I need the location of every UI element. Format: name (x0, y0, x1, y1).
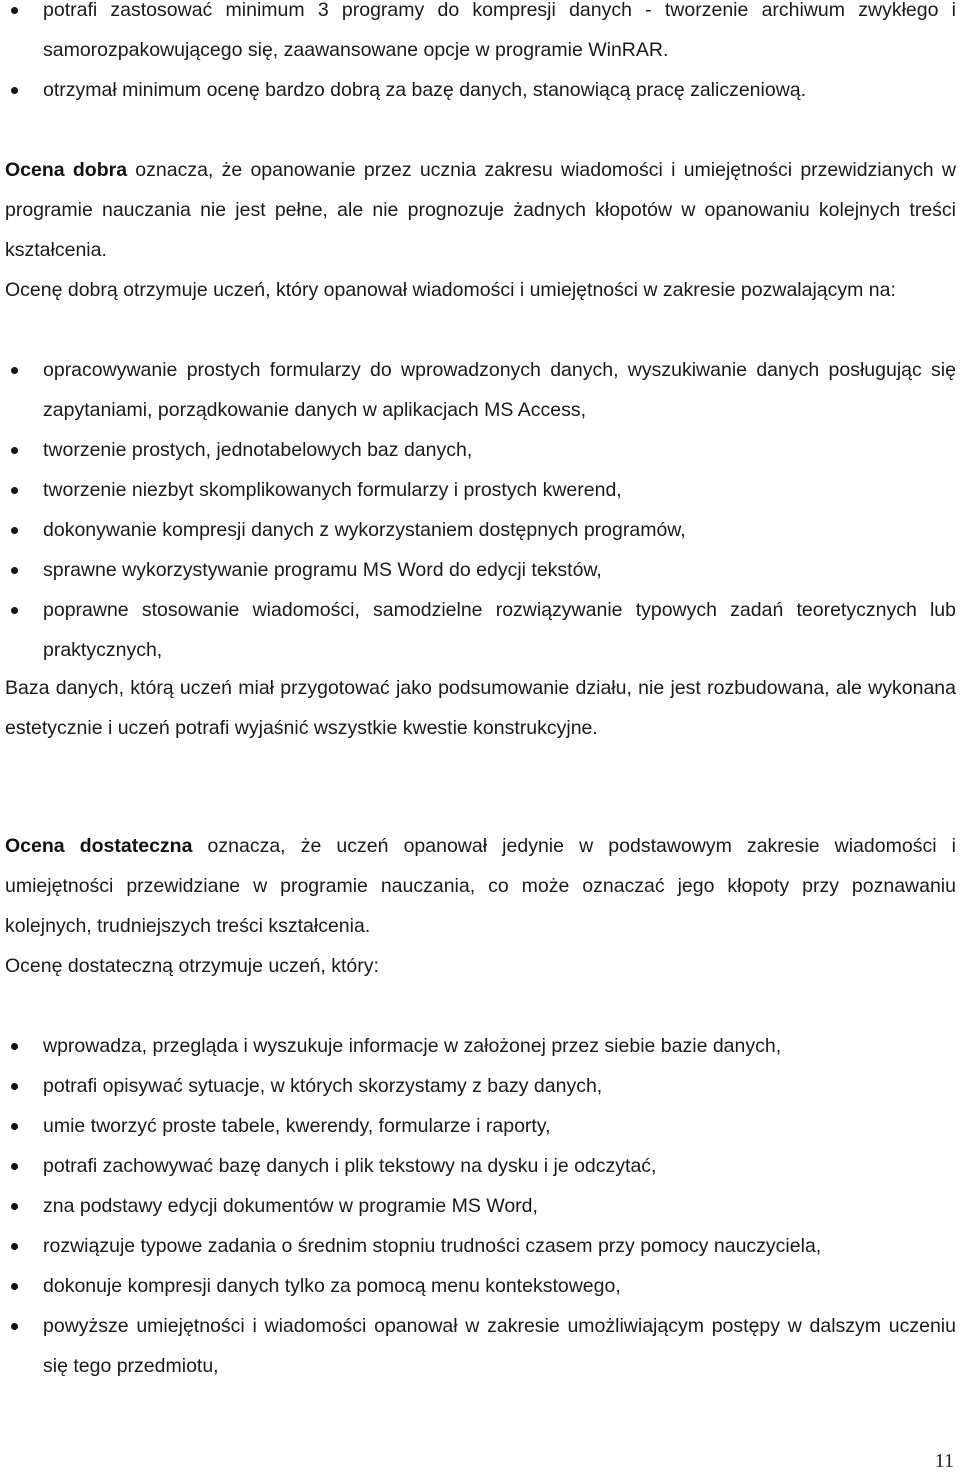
list-item: potrafi zachowywać bazę danych i plik tekstowy na dysku i je odczytać, (5, 1146, 956, 1186)
list-item: tworzenie niezbyt skomplikowanych formularzy i prostych kwerend, (5, 470, 956, 510)
list-item: zna podstawy edycji dokumentów w programie MS Word, (5, 1186, 956, 1226)
bullet-icon (11, 1243, 18, 1250)
dobra-closing-paragraph: Baza danych, którą uczeń miał przygotować jako podsumowanie działu, nie jest rozbudowana, ale wykonana estetycznie i uczeń potrafi wyjaśnić wszystkie kwestie konstrukcyjne. (5, 677, 956, 739)
section-ocena-dostateczna (5, 826, 956, 986)
list-item: poprawne stosowanie wiadomości, samodzielne rozwiązywanie typowych zadań teoretycznych lub praktycznych, (5, 590, 956, 670)
list-item: potrafi zastosować minimum 3 programy do kompresji danych - tworzenie archiwum zwykłego i samorozpakowującego się, zaawansowane opcje w programie WinRAR. (5, 0, 956, 70)
bullet-icon (11, 1203, 18, 1210)
list-item: wprowadza, przegląda i wyszukuje informacje w założonej przez siebie bazie danych, (5, 1026, 956, 1066)
bullet-icon (11, 87, 18, 94)
bullet-icon (11, 447, 18, 454)
page-number: 11 (934, 1450, 954, 1472)
top-bullet-list (5, 0, 956, 110)
dostateczna-lead-paragraph: Ocenę dostateczną otrzymuje uczeń, który: (5, 955, 379, 977)
dostateczna-intro-paragraph: Ocena dostateczna oznacza, że uczeń opanował jedynie w podstawowym zakresie wiadomości i umiejętności przewidziane w programie nauczania, co może oznaczać jego kłopoty przy poznawaniu kolejnych, trudniejszych treści kształcenia. (5, 835, 956, 937)
list-item: powyższe umiejętności i wiadomości opanował w zakresie umożliwiającym postępy w dalszym uczeniu się tego przedmiotu, (5, 1306, 956, 1386)
bullet-icon (11, 7, 18, 14)
bullet-icon (11, 567, 18, 574)
list-item: dokonywanie kompresji danych z wykorzystaniem dostępnych programów, (5, 510, 956, 550)
bullet-icon (11, 1043, 18, 1050)
list-item: otrzymał minimum ocenę bardzo dobrą za bazę danych, stanowiącą pracę zaliczeniową. (5, 70, 956, 110)
list-item: rozwiązuje typowe zadania o średnim stopniu trudności czasem przy pomocy nauczyciela, (5, 1226, 956, 1266)
dobra-closing (5, 668, 956, 748)
list-item: sprawne wykorzystywanie programu MS Word do edycji tekstów, (5, 550, 956, 590)
list-item: tworzenie prostych, jednotabelowych baz danych, (5, 430, 956, 470)
bullet-icon (11, 607, 18, 614)
list-item: opracowywanie prostych formularzy do wprowadzonych danych, wyszukiwanie danych posługując się zapytaniami, porządkowanie danych w aplikacjach MS Access, (5, 350, 956, 430)
dobra-heading: Ocena dobra (5, 159, 128, 181)
bullet-icon (11, 1323, 18, 1330)
bullet-icon (11, 1123, 18, 1130)
dostateczna-bullet-list (5, 1026, 956, 1386)
section-ocena-dobra (5, 150, 956, 310)
dobra-bullet-list (5, 350, 956, 670)
list-item: potrafi opisywać sytuacje, w których skorzystamy z bazy danych, (5, 1066, 956, 1106)
bullet-icon (11, 527, 18, 534)
bullet-icon (11, 1083, 18, 1090)
bullet-icon (11, 1163, 18, 1170)
dostateczna-heading: Ocena dostateczna (5, 835, 193, 857)
dobra-lead-paragraph: Ocenę dobrą otrzymuje uczeń, który opanował wiadomości i umiejętności w zakresie pozwalającym na: (5, 279, 896, 301)
list-item: umie tworzyć proste tabele, kwerendy, formularze i raporty, (5, 1106, 956, 1146)
bullet-icon (11, 487, 18, 494)
list-item: dokonuje kompresji danych tylko za pomocą menu kontekstowego, (5, 1266, 956, 1306)
dobra-intro-paragraph: Ocena dobra oznacza, że opanowanie przez ucznia zakresu wiadomości i umiejętności przewidzianych w programie nauczania nie jest pełne, ale nie prognozuje żadnych kłopotów w opanowaniu kolejnych treści kształcenia. (5, 159, 956, 261)
bullet-icon (11, 1283, 18, 1290)
bullet-icon (11, 367, 18, 374)
